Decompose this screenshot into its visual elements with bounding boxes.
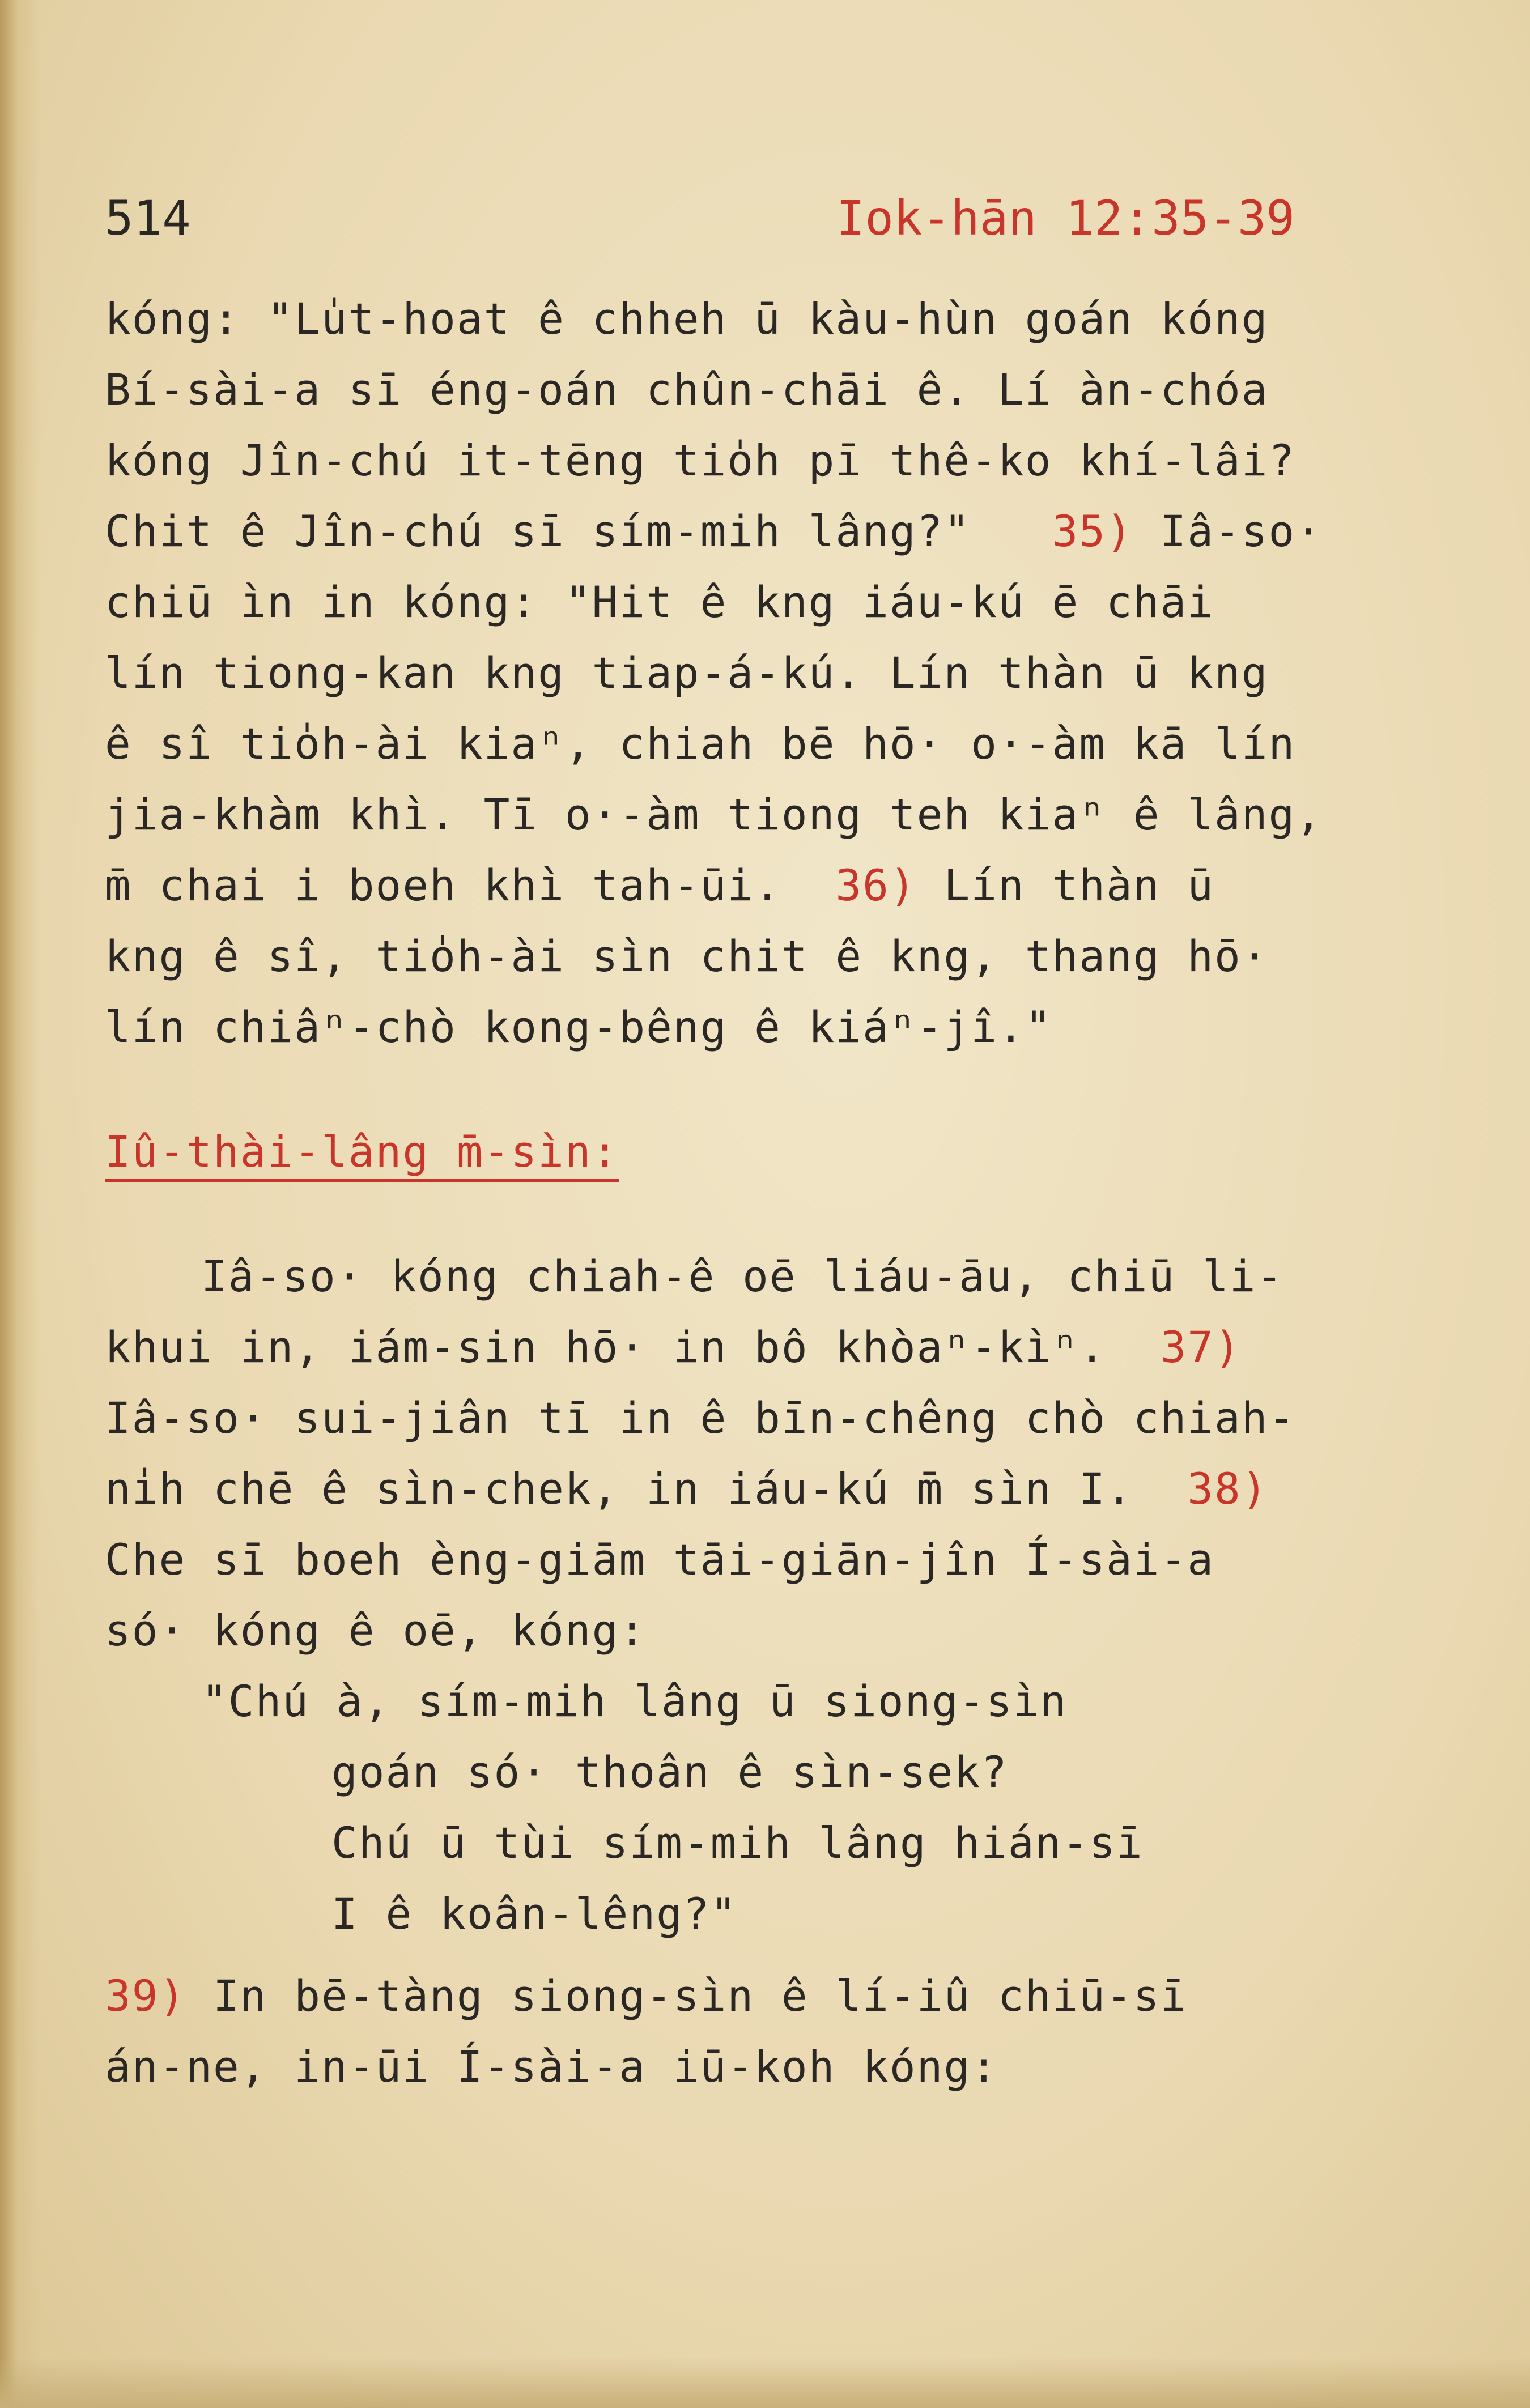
text-line: só· kóng ê oē, kóng: <box>105 1605 647 1656</box>
text-line: Che sī boeh èng-giām tāi-giān-jîn Í-sài-a <box>105 1534 1214 1585</box>
text-segment: Chit ê Jîn-chú sī sím-mih lâng?" <box>105 506 971 556</box>
verse-number-35: 35) <box>1052 506 1133 556</box>
page-bottom-edge <box>0 2357 1530 2408</box>
verse-number-38: 38) <box>1187 1463 1269 1514</box>
running-head: Iok-hān 12:35-39 <box>836 190 1295 246</box>
page-header <box>105 190 1295 246</box>
text-segment: m̄ chai i boeh khì tah-ūi. <box>105 860 781 911</box>
verse-number-36: 36) <box>835 860 917 911</box>
text-line <box>105 496 1397 567</box>
text-line: Bí-sài-a sī éng-oán chûn-chāi ê. Lí àn-chóa <box>105 364 1269 415</box>
text-segment: In bē-tàng siong-sìn ê lí-iû chiū-sī <box>186 1971 1188 2021</box>
text-line: lín chiâⁿ-chò kong-bêng ê kiáⁿ-jî." <box>105 1002 1052 1052</box>
section-heading-text: Iû-thài-lâng m̄-sìn: <box>105 1126 619 1182</box>
page-number: 514 <box>105 190 191 246</box>
verse-number-39: 39) <box>105 1971 186 2021</box>
text-line: án-ne, in-ūi Í-sài-a iū-koh kóng: <box>105 2041 998 2092</box>
verse-number-37: 37) <box>1160 1322 1242 1372</box>
text-line: Iâ-so· kóng chiah-ê oē liáu-āu, chiū li- <box>201 1251 1284 1301</box>
body-text <box>105 283 1397 2102</box>
text-segment: khui in, iám-sin hō· in bô khòaⁿ-kìⁿ. <box>105 1322 1106 1372</box>
text-segment: Iâ-so· <box>1133 506 1323 556</box>
text-line: kóng Jîn-chú it-tēng tio̍h pī thê-ko khí-lâi? <box>105 435 1296 486</box>
text-segment: Lín thàn ū <box>916 860 1215 911</box>
text-line <box>105 850 1397 921</box>
page-binding-edge <box>0 0 40 2408</box>
text-line <box>105 1312 1397 1382</box>
section-heading <box>105 1116 1397 1187</box>
text-line: lín tiong-kan kng tiap-á-kú. Lín thàn ū kng <box>105 648 1269 698</box>
text-line: chiū ìn in kóng: "Hit ê kng iáu-kú ē chāi <box>105 577 1214 627</box>
text-line: kng ê sî, tio̍h-ài sìn chit ê kng, thang hō· <box>105 931 1269 981</box>
text-segment: ni̍h chē ê sìn-chek, in iáu-kú m̄ sìn I. <box>105 1463 1133 1514</box>
text-line: jia-khàm khì. Tī o·-àm tiong teh kiaⁿ ê lâng, <box>105 789 1323 840</box>
text-line: ê sî tio̍h-ài kiaⁿ, chiah bē hō· o·-àm kā lín <box>105 718 1296 769</box>
quote-line: "Chú à, sím-mih lâng ū siong-sìn <box>201 1676 1068 1726</box>
text-line <box>105 1960 1397 2031</box>
text-line: Iâ-so· sui-jiân tī in ê bīn-chêng chò chiah- <box>105 1393 1296 1443</box>
text-line <box>105 1453 1397 1524</box>
quote-line: I ê koân-lêng?" <box>332 1888 738 1939</box>
text-line: kóng: "Lu̍t-hoat ê chheh ū kàu-hùn goán kóng <box>105 293 1269 344</box>
quote-line: Chú ū tùi sím-mih lâng hián-sī <box>332 1818 1144 1868</box>
quote-line: goán só· thoân ê sìn-sek? <box>332 1747 1008 1797</box>
